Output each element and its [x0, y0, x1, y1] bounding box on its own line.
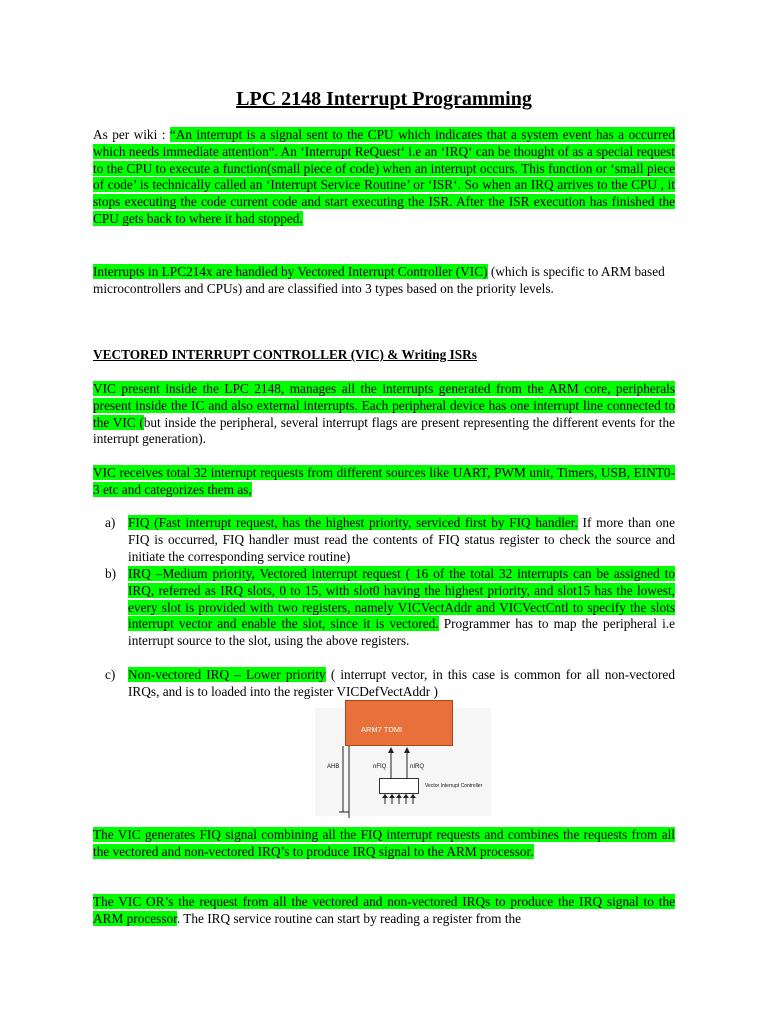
- list-item-rest: If more than one FIQ is occurred, FIQ handler must read the contents of FIQ status register to check the source and initiate the corresponding service routine): [128, 515, 675, 564]
- or-highlight: The VIC OR’s the request from all the vectored and non-vectored IRQs to produce the IRQ signal to the ARM processor: [93, 894, 675, 926]
- intro-highlight: “An interrupt is a signal sent to the CPU which indicates that a system event has a occurred which needs immediate attention“. An ‘Interrupt ReQuest‘ i.e an ‘IRQ‘ can be thought of as a special request to the CPU to execute a function(small piece of code) when an interrupt occurs. This function or ‘small piece of code’ is technically called an ‘Interrupt Service Routine’ or ‘ISR‘. So when an IRQ arrives to the CPU , it stops executing the code current code and start executing the ISR. After the ISR execution has finished the CPU gets back to where it had stopped.: [93, 127, 675, 226]
- list-marker: c): [105, 667, 116, 682]
- list-item-highlight: Non-vectored IRQ – Lower priority: [128, 667, 326, 682]
- types-paragraph: [93, 264, 675, 298]
- vic-highlight: VIC present inside the LPC 2148, manages all the interrupts generated from the ARM core, peripherals present inside the IC and also external interrupts. Each peripheral device has one interrupt line connected to the VIC (: [93, 381, 675, 430]
- vic-box-label: Vector Interrupt Controller: [425, 783, 483, 789]
- types-highlight: Interrupts in LPC214x are handled by Vectored Interrupt Controller (VIC): [93, 264, 488, 279]
- list-marker: a): [105, 515, 116, 530]
- list-item-rest: ( interrupt vector, in this case is common for all non-vectored IRQs, and is to loaded into the register VICDefVectAddr ): [128, 667, 675, 699]
- ahb-label: AHB: [327, 764, 340, 770]
- intro-paragraph: [93, 127, 675, 228]
- list-item-highlight: FIQ (Fast interrupt request, has the highest priority, serviced first by FIQ handler.: [128, 515, 578, 530]
- vic-rest: but inside the peripheral, several interrupt flags are present representing the different events for the interrupt generation).: [93, 414, 675, 447]
- vic-paragraph: [93, 381, 675, 448]
- or-rest: . The IRQ service routine can start by reading a register from the: [176, 910, 522, 926]
- vic-box: [379, 778, 419, 794]
- receives-highlight: VIC receives total 32 interrupt requests from different sources like UART, PWM unit, Timers, USB, EINT0-3 etc and categorizes them as,: [93, 465, 675, 497]
- diagram-connectors: [315, 700, 491, 820]
- fiq-paragraph: [93, 827, 675, 861]
- list-item: [93, 566, 675, 666]
- nfiq-label: nFIQ: [373, 764, 387, 770]
- or-paragraph: [93, 894, 675, 928]
- intro-lead: As per wiki :: [93, 127, 170, 142]
- arm-core-label: ARM7 TDMI: [361, 725, 403, 734]
- list-item-text: [128, 515, 675, 565]
- list-item: [93, 667, 675, 701]
- list-item: [93, 515, 675, 565]
- list-marker: b): [105, 566, 117, 581]
- section-heading: VECTORED INTERRUPT CONTROLLER (VIC) & Writing ISRs: [93, 347, 477, 362]
- list-item-text: [128, 667, 675, 701]
- fiq-highlight: The VIC generates FIQ signal combining all the FIQ interrupt requests and combines the requests from all the vectored and non-vectored IRQ’s to produce IRQ signal to the ARM processor.: [93, 827, 675, 859]
- vic-block-diagram: [315, 700, 491, 820]
- list-item-text: [128, 566, 675, 650]
- page-title: LPC 2148 Interrupt Programming: [236, 88, 532, 110]
- nirq-label: nIRQ: [410, 764, 425, 770]
- types-rest: (which is specific to ARM based microcontrollers and CPUs) and are classified into 3 types based on the priority levels.: [93, 264, 665, 296]
- receives-paragraph: [93, 465, 675, 499]
- list-item-highlight: IRQ –Medium priority, Vectored interrupt request ( 16 of the total 32 interrupts can be assigned to IRQ, referred as IRQ slots, 0 to 15, with slot0 having the highest priority, and slot15 has the lowest, every slot is provided with two registers, namely VICVectAddr and VICVectCntl to specify the slots interrupt vector and enable the slot, since it is vectored.: [128, 566, 675, 632]
- list-item-rest: Programmer has to map the peripheral i.e interrupt source to the slot, using the above registers.: [128, 616, 676, 649]
